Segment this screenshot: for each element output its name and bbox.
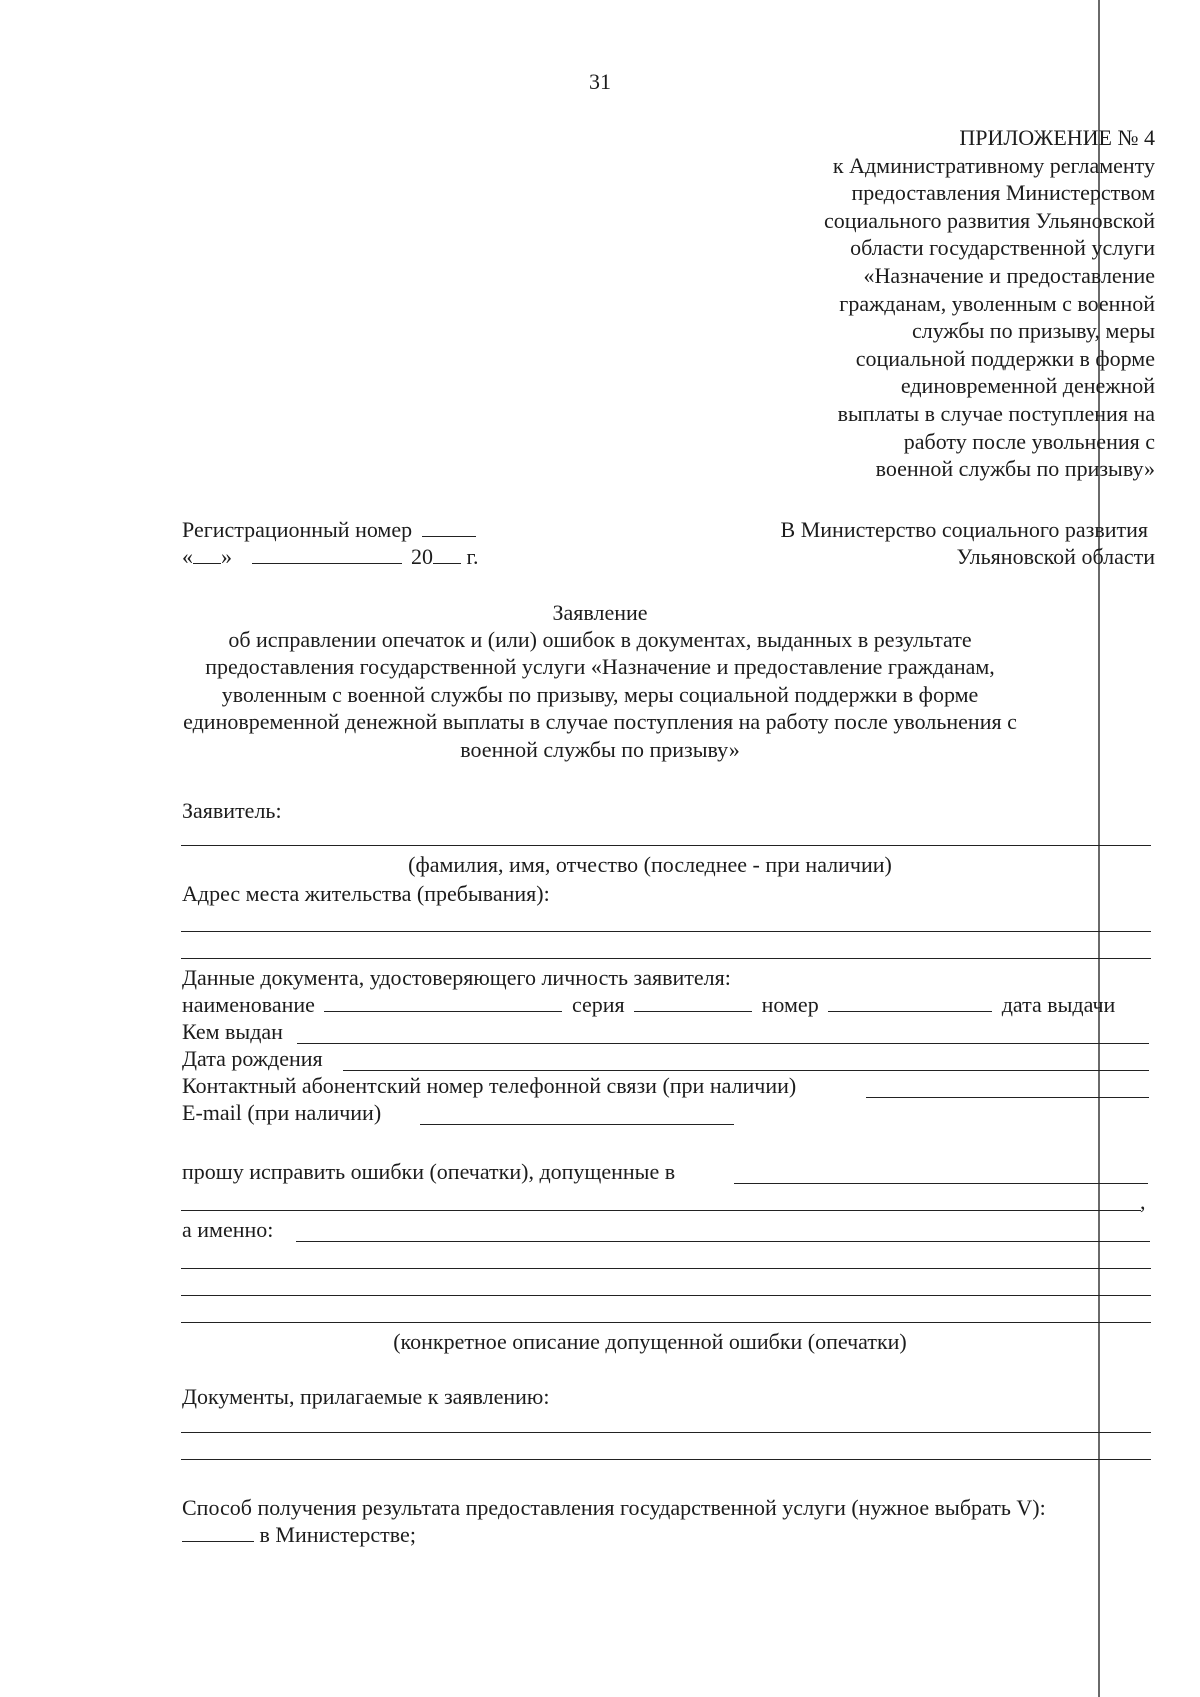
statement-title: Заявление (552, 600, 648, 625)
quote-close: » (221, 544, 232, 569)
trailing-comma: , (1140, 1189, 1146, 1214)
appendix-header (695, 124, 1155, 483)
email-label: E-mail (при наличии) (182, 1100, 382, 1125)
statement-line: предоставления государственной услуги «Назначение и предоставление гражданам, (205, 654, 995, 679)
birth-date-label: Дата рождения (182, 1046, 323, 1071)
ministry-checkbox-field[interactable] (182, 1521, 254, 1542)
doc-series-field[interactable] (634, 991, 752, 1012)
namely-label: а именно: (182, 1217, 274, 1242)
page-number: 31 (589, 69, 611, 94)
error-caption: (конкретное описание допущенной ошибки (опечатки) (393, 1329, 907, 1354)
id-document-row (182, 991, 1115, 1018)
applicant-label: Заявитель: (182, 798, 282, 823)
registration-number-label: Регистрационный номер (182, 517, 413, 542)
appendix-line: службы по призыву, меры (911, 318, 1155, 344)
birth-date-field[interactable] (343, 1070, 1149, 1071)
addressee-line-1: В Министерство социального развития (780, 517, 1148, 542)
appendix-line: социальной поддержки в форме (855, 345, 1155, 371)
address-field-1[interactable] (181, 931, 1151, 932)
doc-name-field[interactable] (324, 991, 562, 1012)
attachments-field-2[interactable] (181, 1459, 1151, 1460)
year-field[interactable] (433, 543, 461, 564)
appendix-line: социального развития Ульяновской (823, 207, 1155, 233)
statement-line: единовременной денежной выплаты в случае поступления на работу после увольнения с (183, 709, 1017, 734)
appendix-line: единовременной денежной (900, 373, 1155, 399)
appendix-line: к Административному регламенту (832, 152, 1155, 178)
error-description-field-3[interactable] (181, 1295, 1151, 1296)
year-prefix: 20 (411, 544, 433, 569)
phone-field[interactable] (866, 1097, 1149, 1098)
appendix-title: ПРИЛОЖЕНИЕ № 4 (959, 125, 1155, 150)
fio-field[interactable] (181, 845, 1151, 846)
id-document-label: Данные документа, удостоверяющего личность заявителя: (182, 965, 731, 990)
registration-number-field[interactable] (422, 516, 476, 537)
statement-line: об исправлении опечаток и (или) ошибок в документах, выданных в результате (228, 627, 972, 652)
registration-date-row (182, 543, 479, 570)
attachments-field-1[interactable] (181, 1432, 1151, 1433)
appendix-line: «Назначение и предоставление (863, 262, 1155, 288)
appendix-line: предоставления Министерством (851, 180, 1155, 206)
day-field[interactable] (193, 543, 221, 564)
phone-label: Контактный абонентский номер телефонной связи (при наличии) (182, 1073, 797, 1098)
error-description-field-1[interactable] (296, 1241, 1150, 1242)
error-description-field-2[interactable] (181, 1268, 1151, 1269)
attachments-label: Документы, прилагаемые к заявлению: (182, 1384, 550, 1409)
error-description-field-4[interactable] (181, 1322, 1151, 1323)
doc-name-label: наименование (182, 992, 315, 1017)
appendix-line: работу после увольнения с (903, 428, 1155, 454)
registration-number-row (182, 516, 480, 543)
doc-number-label: номер (761, 992, 819, 1017)
receipt-option-ministry (182, 1521, 416, 1548)
address-field-2[interactable] (181, 958, 1151, 959)
receipt-option-label: в Министерстве; (259, 1522, 416, 1547)
document-field-continued[interactable] (181, 1210, 1141, 1211)
quote-open: « (182, 544, 193, 569)
appendix-line: области государственной услуги (850, 235, 1155, 261)
statement-line: военной службы по призыву» (460, 737, 740, 762)
doc-number-field[interactable] (828, 991, 992, 1012)
appendix-line: выплаты в случае поступления на (837, 400, 1155, 426)
doc-series-label: серия (571, 992, 625, 1017)
appendix-line: военной службы по призыву» (875, 456, 1155, 482)
issued-by-label: Кем выдан (182, 1019, 283, 1044)
fio-caption: (фамилия, имя, отчество (последнее - при наличии) (408, 852, 892, 877)
issued-by-field[interactable] (297, 1043, 1149, 1044)
month-field[interactable] (252, 543, 402, 564)
request-label: прошу исправить ошибки (опечатки), допущенные в (182, 1159, 676, 1184)
year-suffix: г. (466, 544, 479, 569)
addressee-line-2: Ульяновской области (956, 544, 1155, 569)
appendix-line: гражданам, уволенным с военной (839, 290, 1155, 316)
receipt-method-label: Способ получения результата предоставления государственной услуги (нужное выбрать V): (182, 1495, 1046, 1520)
address-label: Адрес места жительства (пребывания): (182, 881, 550, 906)
statement-line: уволенным с военной службы по призыву, меры социальной поддержки в форме (221, 682, 979, 707)
doc-issue-date-label: дата выдачи (1001, 992, 1116, 1017)
document-field[interactable] (734, 1183, 1148, 1184)
email-field[interactable] (420, 1124, 734, 1125)
